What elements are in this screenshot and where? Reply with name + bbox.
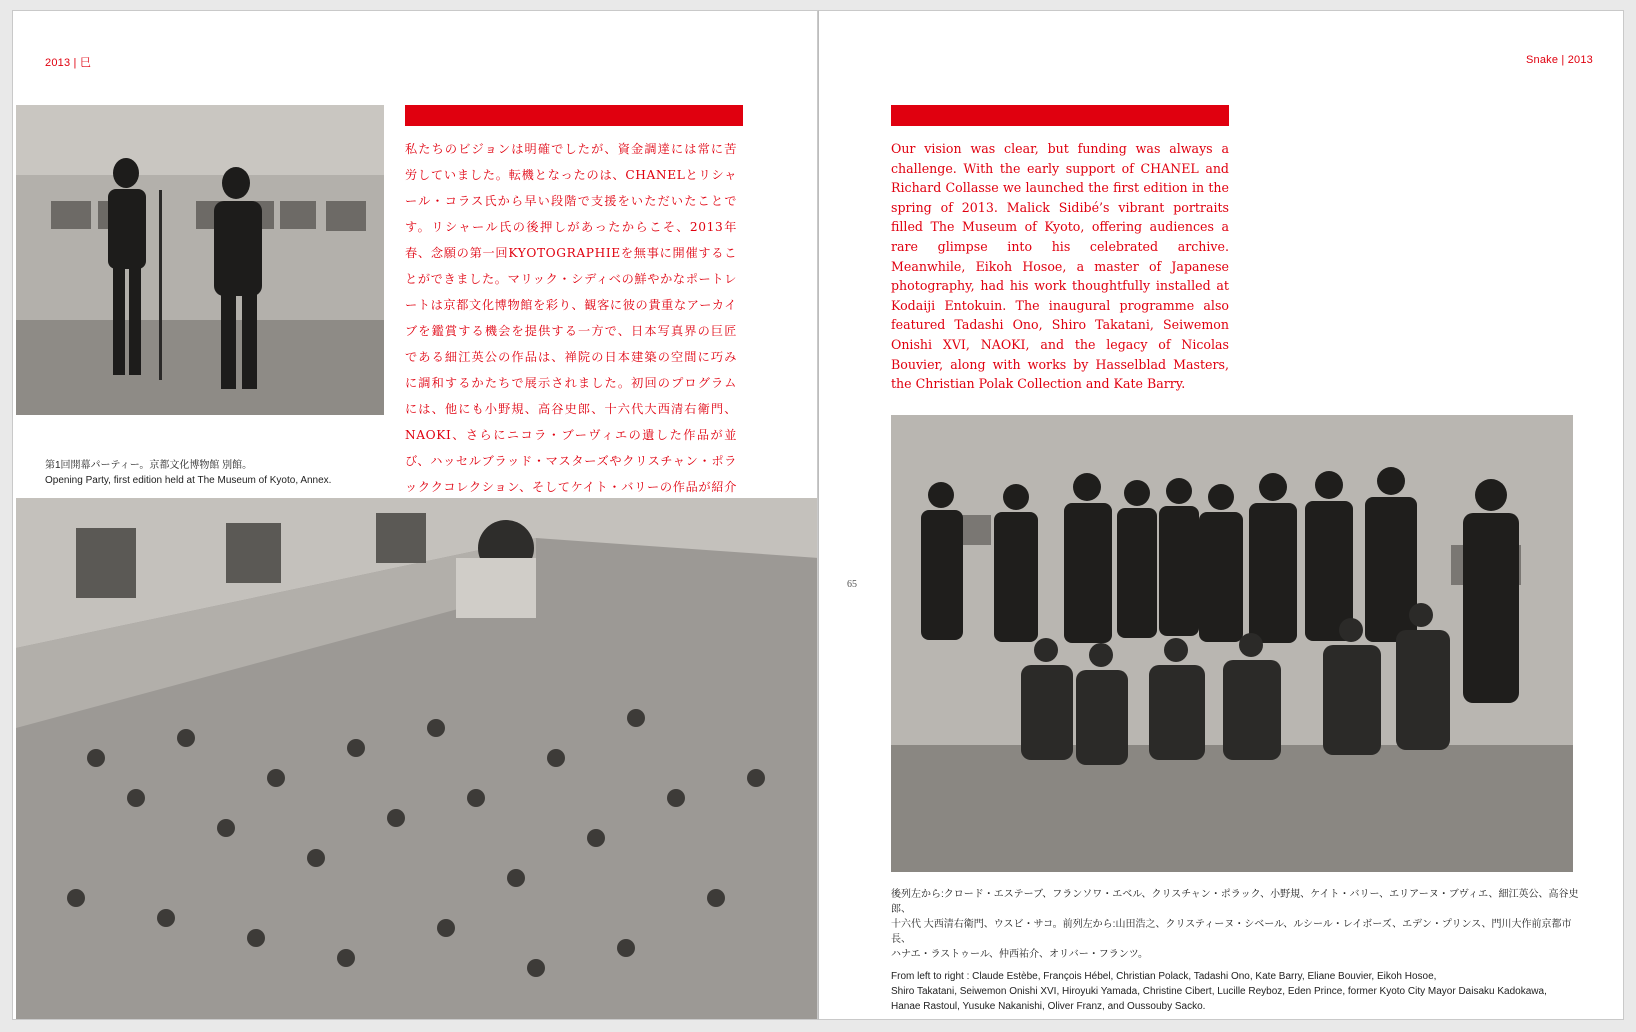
opening-photo-caption [45,458,385,488]
left-page [12,10,818,1020]
opening-party-photo [16,105,384,415]
red-accent-bar [405,105,743,126]
page-number: 65 [847,579,857,590]
caption-ja-line: ハナエ・ラストゥール、仲西祐介、オリバー・フランツ。 [891,949,1149,960]
caption-en-line: Hanae Rastoul, Yusuke Nakanishi, Oliver Franz, and Oussouby Sacko. [891,1001,1206,1012]
caption-ja-line: 後列左から:クロード・エステーブ、フランソワ・エベル、クリスチャン・ポラック、小野規、ケイト・バリー、エリアーヌ・ブヴィエ、細江英公、高谷史郎、 [891,889,1579,915]
right-page [818,10,1624,1020]
caption-ja: 第1回開幕パーティー。京都文化博物館 別館。 [45,460,253,471]
caption-en: Opening Party, first edition held at The Museum of Kyoto, Annex. [45,475,332,486]
group-portrait-photo [891,415,1573,872]
red-accent-bar [891,105,1229,126]
body-text-japanese: 私たちのビジョンは明確でしたが、資金調達には常に苦労していました。転機となったのは、CHANELとリシャール・コラス氏から早い段階で支援をいただいたことです。リシャール氏の後押しがあったからこそ、2013年春、念願の第一回KYOTOGRAPHIEを無事に開催することができました。マリック・シディベの鮮やかなポートレートは京都文化博物館を彩り、観客に彼の貴重なアーカイブを鑑賞する機会を提供する一方で、日本写真界の巨匠である細江英公の作品は、禅院の日本建築の空間に巧みに調和するかたちで展示されました。初回のプログラムには、他にも小野規、高谷史郎、十六代大西清右衛門、NAOKI、さらにニコラ・ブーヴィエの遺した作品が並び、ハッセルブラッド・マスターズやクリスチャン・ポラッククコレクション、そしてケイト・バリーの作品が紹介 [405,142,737,494]
caption-en-line: Shiro Takatani, Seiwemon Onishi XVI, Hiroyuki Yamada, Christine Cibert, Lucille Reyboz, Eden Prince, former Kyoto City Mayor Daisaku Kadokawa, [891,986,1547,997]
group-photo-caption [891,887,1591,1014]
reception-crowd-photo [16,498,818,1020]
caption-ja-line: 十六代 大西清右衛門、ウスビ・サコ。前列左から:山田浩之、クリスティーヌ・シベール、ルシール・レイボーズ、エデン・プリンス、門川大作前京都市長、 [891,919,1572,945]
body-text-english: Our vision was clear, but funding was always a challenge. With the early support of CHANEL and Richard Collasse we launched the first edition in the spring of 2013. Malick Sidibé’s vibrant portraits filled The Museum of Kyoto, offering audiences a rare glimpse into his celebrated archive. Meanwhile, Eikoh Hosoe, a master of Japanese photography, had his work thoughtfully installed at Kodaiji Entokuin. The inaugural programme also featured Tadashi Ono, Shiro Takatani, Seiwemon Onishi XVI, NAOKI, and the legacy of Nicolas Bouvier, along with works by Hasselblad Masters, the Christian Polak Collection and Kate Barry. [891,141,1229,392]
right-page-header: Snake | 2013 [1525,54,1593,66]
left-page-header: 2013 | 巳 [45,57,92,69]
caption-en-line: From left to right : Claude Estèbe, François Hébel, Christian Polack, Tadashi Ono, Kate Barry, Eliane Bouvier, Eikoh Hosoe, [891,971,1437,982]
